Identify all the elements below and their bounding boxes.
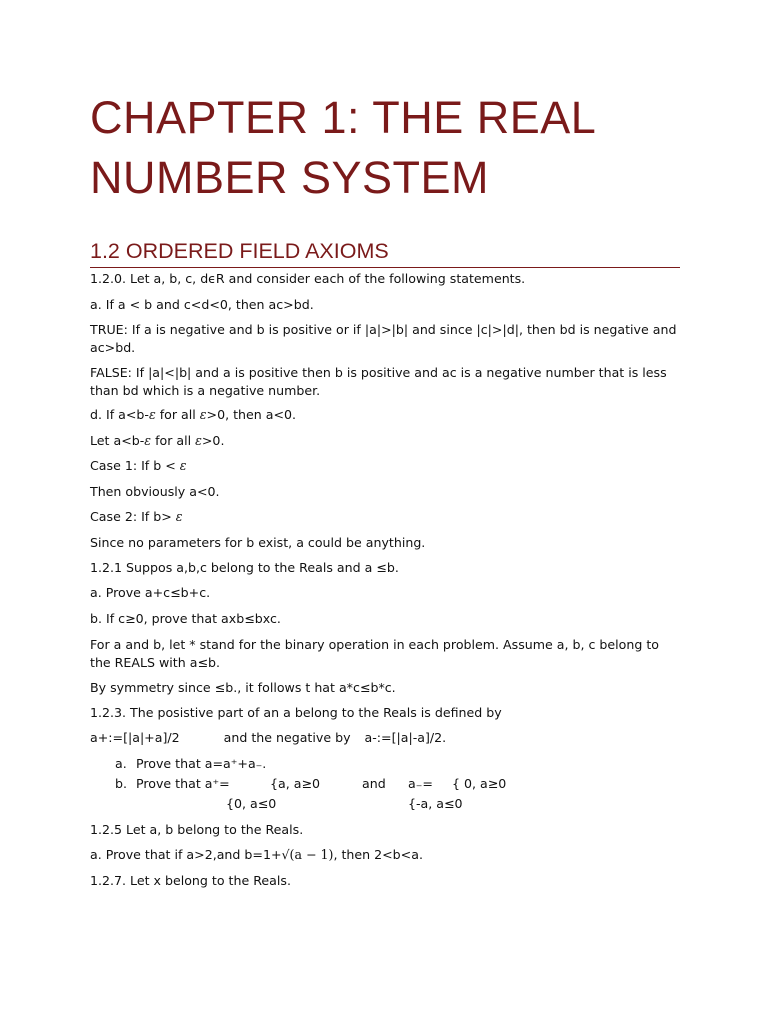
chapter-title-line-1: CHAPTER 1: THE REAL xyxy=(90,92,597,143)
positive-case-1: {a, a≥0 xyxy=(270,776,321,791)
problem-1-2-0-intro: 1.2.0. Let a, b, c, dϵR and consider each of the following statements. xyxy=(90,271,526,286)
case-1-conclusion: Then obviously a<0. xyxy=(90,484,220,499)
epsilon-symbol: ε xyxy=(175,509,183,524)
statement-d xyxy=(90,406,690,424)
negative-case-2: {-a, a≤0 xyxy=(408,796,463,811)
problem-1-2-1-a: a. Prove a+c≤b+c. xyxy=(90,585,211,600)
prove-decomposition: Prove that a=a⁺+a₋. xyxy=(136,756,267,771)
true-case-paragraph: TRUE: If a is negative and b is positive or if |a|>|b| and since |c|>|d|, then bd is negative and ac>bd. xyxy=(90,322,677,355)
positive-case-2: {0, a≤0 xyxy=(226,796,277,811)
epsilon-symbol: ε xyxy=(144,433,152,448)
positive-part-def: a+:=[|a|+a]/2 xyxy=(90,730,180,745)
proof-assumption-part2: for all xyxy=(151,433,196,448)
epsilon-symbol: ε xyxy=(199,407,207,422)
prove-positive-part: Prove that a⁺= xyxy=(136,776,230,791)
case-2 xyxy=(90,508,690,526)
proof-assumption-part3: >0. xyxy=(201,433,225,448)
problem-1-2-5-a-part2: , then 2<b<a. xyxy=(333,847,423,862)
chapter-title-line-2: NUMBER SYSTEM xyxy=(90,152,490,203)
problem-1-2-5: 1.2.5 Let a, b belong to the Reals. xyxy=(90,822,304,837)
list-marker-b: b. xyxy=(115,776,127,791)
negative-part-def: a-:=[|a|-a]/2. xyxy=(364,730,447,745)
proof-assumption-part1: Let a<b- xyxy=(90,433,145,448)
negative-case-1: { 0, a≥0 xyxy=(452,776,507,791)
problem-1-2-7: 1.2.7. Let x belong to the Reals. xyxy=(90,873,291,888)
case-2-conclusion: Since no parameters for b exist, a could be anything. xyxy=(90,535,426,550)
epsilon-symbol: ε xyxy=(148,407,156,422)
and-word: and xyxy=(362,776,386,791)
negative-part-label-b: a₋= xyxy=(408,776,433,791)
case-1-text: Case 1: If b < xyxy=(90,458,180,473)
list-marker-a: a. xyxy=(115,756,127,771)
epsilon-symbol: ε xyxy=(195,433,202,448)
problem-1-2-5-a-part1: a. Prove that if a>2,and b=1+ xyxy=(90,847,282,862)
case-2-text: Case 2: If b> xyxy=(90,509,176,524)
problem-1-2-1-b: b. If c≥0, prove that axb≤bxc. xyxy=(90,611,281,626)
case-1 xyxy=(90,457,690,475)
section-heading: 1.2 ORDERED FIELD AXIOMS xyxy=(90,236,680,268)
statement-d-part1: d. If a<b- xyxy=(90,407,149,422)
false-case-paragraph: FALSE: If |a|<|b| and a is positive then b is positive and ac is a negative number that is less than bd which is a negative number. xyxy=(90,365,667,398)
chapter-title xyxy=(90,88,730,208)
problem-1-2-1: 1.2.1 Suppos a,b,c belong to the Reals and a ≤b. xyxy=(90,560,399,575)
symmetry-line: By symmetry since ≤b., it follows t hat a*c≤b*c. xyxy=(90,680,396,695)
problem-1-2-3: 1.2.3. The posistive part of an a belong to the Reals is defined by xyxy=(90,705,502,720)
epsilon-symbol: ε xyxy=(179,458,187,473)
positive-negative-definitions xyxy=(90,729,690,747)
statement-d-part2: for all xyxy=(155,407,200,422)
statement-d-part3: >0, then a<0. xyxy=(206,407,297,422)
square-root-expression: √(a − 1) xyxy=(281,847,334,862)
negative-part-label: and the negative by xyxy=(223,730,351,745)
proof-assumption xyxy=(90,432,690,450)
binary-operation-paragraph: For a and b, let * stand for the binary operation in each problem. Assume a, b, c belong to the REALS with a≤b. xyxy=(90,637,659,670)
problem-1-2-5-a xyxy=(90,846,690,864)
statement-a: a. If a < b and c<d<0, then ac>bd. xyxy=(90,297,314,312)
